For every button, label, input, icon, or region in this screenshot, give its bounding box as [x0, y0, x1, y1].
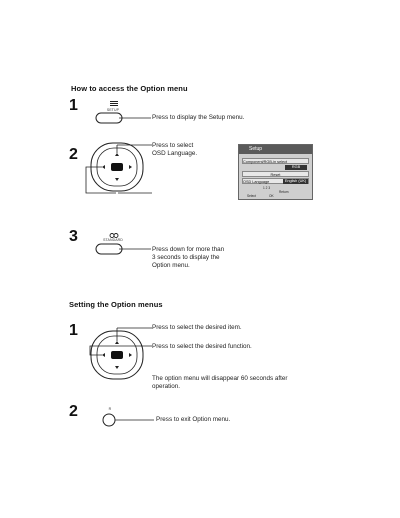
- osd-setup-screen: [238, 144, 313, 200]
- direction-pad[interactable]: [80, 137, 155, 201]
- step-number: 2: [69, 403, 78, 420]
- standard-button-label: STANDARD: [103, 238, 123, 242]
- osd-language-value: English (UK): [284, 178, 307, 183]
- option-step1-text-a: Press to select the desired item.: [152, 324, 242, 331]
- option-step1-note: The option menu will disappear 60 seconds after operation.: [152, 375, 288, 390]
- option-step2-text: Press to exit Option menu.: [156, 416, 231, 423]
- osd-title-bar: [239, 145, 312, 154]
- return-button-label: R: [108, 407, 112, 411]
- step-number: 2: [69, 146, 78, 163]
- step2-text: Press to select OSD Language.: [152, 142, 198, 157]
- osd-row-label: Component/RGB-in select: [243, 160, 288, 164]
- osd-row-component-value: RGB: [285, 165, 307, 170]
- osd-hint-keys: 1 2 3: [263, 186, 271, 190]
- osd-title: Setup: [249, 146, 263, 152]
- osd-hint-select: Select: [247, 194, 256, 198]
- osd-row-component: [242, 158, 309, 164]
- step-number: 3: [69, 228, 78, 245]
- step3-text: Press down for more than 3 seconds to display the Option menu.: [152, 246, 225, 269]
- osd-row-label: OSD Language: [243, 180, 270, 184]
- section-heading-setting: Setting the Option menus: [69, 300, 163, 309]
- step-number: 1: [69, 97, 78, 114]
- direction-pad-option[interactable]: [80, 325, 155, 389]
- step1-text: Press to display the Setup menu.: [152, 114, 245, 121]
- step-number: 1: [69, 322, 78, 339]
- osd-row-reset: Reset: [242, 171, 309, 177]
- osd-hint-ok: OK: [269, 194, 274, 198]
- setup-button-label: SETUP: [106, 108, 120, 112]
- section-heading-access: How to access the Option menu: [71, 84, 188, 93]
- setup-button[interactable]: [95, 112, 155, 126]
- option-step1-text-b: Press to select the desired function.: [152, 343, 252, 350]
- return-button[interactable]: [102, 413, 162, 429]
- standard-button[interactable]: [95, 243, 155, 257]
- osd-hint-return: Return: [279, 190, 289, 194]
